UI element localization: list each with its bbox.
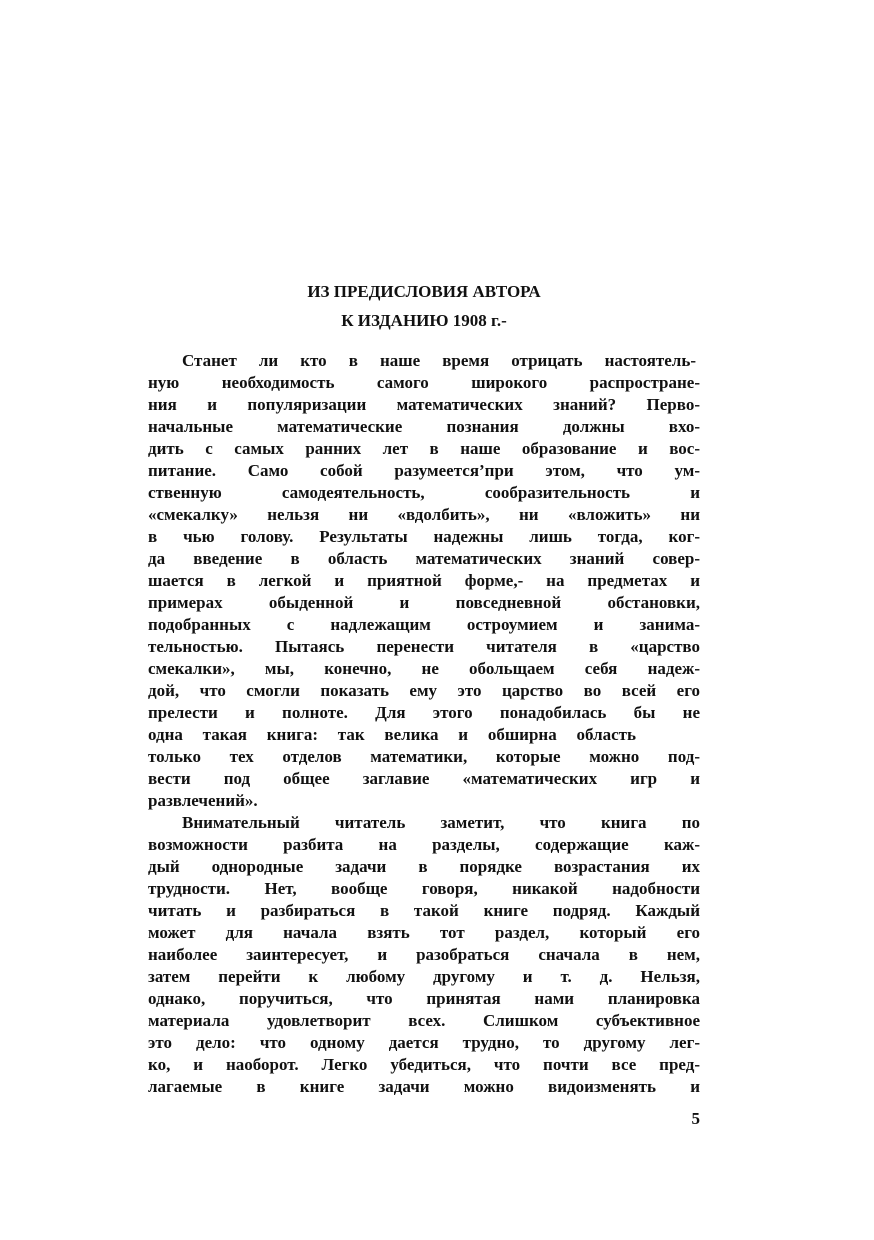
text-line: наиболее заинтересует, и разобраться сначала в нем, bbox=[148, 945, 700, 964]
text-line: ния и популяризации математических знаний? Перво- bbox=[148, 395, 700, 414]
text-line: подобранных с надлежащим остроумием и занима- bbox=[148, 615, 700, 634]
text-line: дой, что смогли показать ему это царство во всей его bbox=[148, 681, 700, 700]
text-line: примерах обыденной и повседневной обстановки, bbox=[148, 593, 700, 612]
text-line: развлечений». bbox=[148, 791, 258, 810]
text-line: дить с самых ранних лет в наше образование и вос- bbox=[148, 439, 700, 458]
text-line: дый однородные задачи в порядке возрастания их bbox=[148, 857, 700, 876]
text-line: прелести и полноте. Для этого понадобилась бы не bbox=[148, 703, 700, 722]
text-line: да введение в область математических знаний совер- bbox=[148, 549, 700, 568]
text-line: лагаемые в книге задачи можно видоизменять и bbox=[148, 1077, 700, 1096]
text-line: ную необходимость самого широкого распростране- bbox=[148, 373, 700, 392]
text-line: Внимательный читатель заметит, что книга по bbox=[182, 813, 700, 832]
text-line: Станет ли кто в наше время отрицать настоятель- bbox=[182, 351, 696, 370]
text-line: материала удовлетворит всех. Слишком субъективное bbox=[148, 1011, 700, 1030]
text-line: в чью голову. Результаты надежны лишь тогда, ког- bbox=[148, 527, 700, 546]
text-line: может для начала взять тот раздел, который его bbox=[148, 923, 700, 942]
heading-line-1: ИЗ ПРЕДИСЛОВИЯ АВТОРА bbox=[307, 282, 541, 301]
text-line: трудности. Нет, вообще говоря, никакой надобности bbox=[148, 879, 700, 898]
text-line: затем перейти к любому другому и т. д. Нельзя, bbox=[148, 967, 700, 986]
text-line: тельностью. Пытаясь перенести читателя в «царство bbox=[148, 637, 700, 656]
text-line: смекалки», мы, конечно, не обольщаем себя надеж- bbox=[148, 659, 700, 678]
text-line: вести под общее заглавие «математических игр и bbox=[148, 769, 700, 788]
text-line: шается в легкой и приятной форме,- на предметах и bbox=[148, 571, 700, 590]
text-line: однако, поручиться, что принятая нами планировка bbox=[148, 989, 700, 1008]
page-number: 5 bbox=[691, 1109, 700, 1128]
text-line: это дело: что одному дается трудно, то другому лег- bbox=[148, 1033, 700, 1052]
text-line: читать и разбираться в такой книге подряд. Каждый bbox=[148, 901, 700, 920]
heading-line-2: К ИЗДАНИЮ 1908 г.- bbox=[341, 311, 507, 330]
text-line: «смекалку» нельзя ни «вдолбить», ни «вложить» ни bbox=[148, 505, 700, 524]
text-line: возможности разбита на разделы, содержащие каж- bbox=[148, 835, 700, 854]
text-line: ственную самодеятельность, сообразительность и bbox=[148, 483, 700, 502]
text-line: питание. Само собой разумеется’при этом, что ум- bbox=[148, 461, 700, 480]
text-line: одна такая книга: так велика и обширна область bbox=[148, 725, 636, 744]
text-line: ко, и наоборот. Легко убедиться, что почти все пред- bbox=[148, 1055, 700, 1074]
text-line: только тех отделов математики, которые можно под- bbox=[148, 747, 700, 766]
text-line: начальные математические познания должны вхо- bbox=[148, 417, 700, 436]
